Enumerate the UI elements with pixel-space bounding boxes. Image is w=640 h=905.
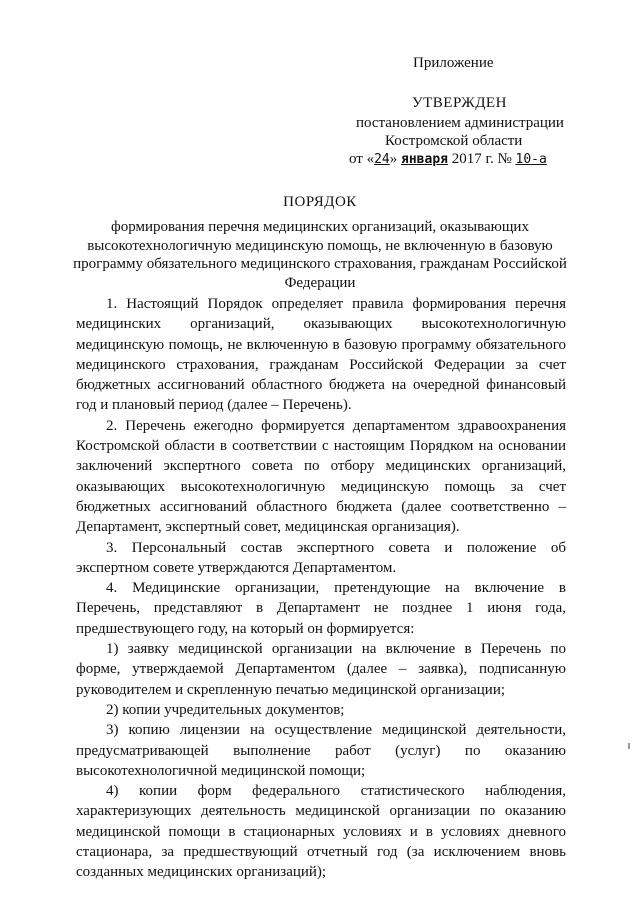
document-number: 10-а — [515, 152, 547, 167]
paragraph-2: 2. Перечень ежегодно формируется департаментом здравоохранения Костромской области в соответствии с настоящим Порядком на основании заключений экспертного совета по отбору медицинских организаций, оказывающих высокотехнологичную медицинскую помощь за счет бюджетных ассигнований областного бюджета (далее соответственно – Департамент, экспертный совет, медицинская организация). — [76, 417, 566, 536]
date-prefix: от « — [349, 151, 375, 167]
approved-heading: УТВЕРЖДЕН — [412, 95, 507, 111]
appendix-label: Приложение — [413, 55, 494, 71]
paragraph-4: 4. Медицинские организации, претендующие на включение в Перечень, представляют в Департамент не позднее 1 июня года, предшествующего году, на который он формируется: — [76, 580, 566, 637]
paragraph-3: 3. Персональный состав экспертного совета и положение об экспертном совете утверждаются Департаментом. — [76, 539, 566, 576]
date-day: 24 — [374, 152, 390, 167]
paragraph-1: 1. Настоящий Порядок определяет правила формирования перечня медицинских организаций, оказывающих высокотехнологичную медицинскую помощь, не включенную в базовую программу обязательного медицинского страхования, гражданам Российской Федерации за счет бюджетных ассигнований областного бюджета на очередной финансовый год и плановый период (далее – Перечень). — [76, 296, 566, 414]
approval-line-2: Костромской области — [385, 133, 523, 149]
date-year: 2017 г. № — [447, 151, 516, 167]
list-item-1: 1) заявку медицинской организации на включение в Перечень по форме, утверждаемой Департаментом (далее – заявка), подписанную руководителем и скрепленную печатью медицинской организации; — [76, 641, 566, 698]
document-subtitle: формирования перечня медицинских организаций, оказывающих высокотехнологичную медицинскую помощь, не включенную в базовую программу обязательного медицинского страхования, гражданам Российской Федерации — [73, 219, 567, 291]
approval-line-1: постановлением администрации — [356, 115, 564, 131]
date-mid: » — [389, 151, 402, 167]
document-body — [76, 294, 566, 883]
list-item-3: 3) копию лицензии на осуществление медицинской деятельности, предусматривающей выполнение работ (услуг) по оказанию высокотехнологичной медицинской помощи; — [76, 722, 566, 779]
date-month: января — [401, 152, 448, 167]
list-item-2: 2) копии учредительных документов; — [106, 701, 345, 718]
margin-mark — [628, 743, 630, 749]
approval-date-line — [349, 151, 547, 168]
document-title: ПОРЯДОК — [283, 194, 357, 210]
list-item-4: 4) копии форм федерального статистического наблюдения, характеризующих деятельность медицинской организации по оказанию медицинской помощи в стационарных условиях и в условиях дневного стационара, за предшествующий отчетный год (за исключением вновь созданных медицинских организаций); — [76, 783, 566, 881]
